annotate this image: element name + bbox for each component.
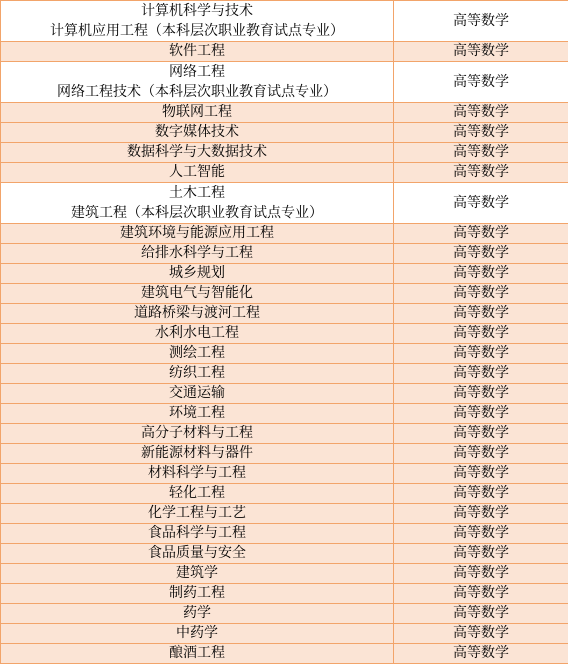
exam-subject-cell: 高等数学: [394, 424, 568, 444]
exam-subject-cell: 高等数学: [394, 384, 568, 404]
major-cell: [1, 524, 394, 544]
major-name: 数据科学与大数据技术: [127, 144, 267, 160]
major-cell: [1, 464, 394, 484]
major-cell: [1, 604, 394, 624]
major-name: 给排水科学与工程: [141, 245, 253, 261]
major-name: 交通运输: [169, 385, 225, 401]
exam-subject-cell: 高等数学: [394, 504, 568, 524]
table-row: [1, 264, 568, 284]
major-name: 建筑环境与能源应用工程: [120, 225, 274, 241]
major-name: 道路桥梁与渡河工程: [134, 305, 260, 321]
major-name: 土木工程: [1, 183, 393, 203]
major-name: 物联网工程: [162, 104, 232, 120]
major-cell: [1, 484, 394, 504]
major-name: 中药学: [176, 625, 218, 641]
exam-subject-cell: 高等数学: [394, 344, 568, 364]
major-name: 纺织工程: [169, 365, 225, 381]
major-name: 人工智能: [169, 164, 225, 180]
major-name: 食品科学与工程: [148, 525, 246, 541]
major-name: 网络工程技术（本科层次职业教育试点专业）: [1, 82, 393, 102]
table-row: [1, 544, 568, 564]
table-row: [1, 1, 568, 42]
table-row: [1, 424, 568, 444]
exam-subject-cell: 高等数学: [394, 304, 568, 324]
major-cell: [1, 444, 394, 464]
exam-subject-cell: 高等数学: [394, 584, 568, 604]
major-cell: [1, 544, 394, 564]
table-row: [1, 123, 568, 143]
table-row: [1, 364, 568, 384]
major-cell: [1, 143, 394, 163]
table-row: [1, 244, 568, 264]
exam-subject-cell: 高等数学: [394, 524, 568, 544]
major-name: 制药工程: [169, 585, 225, 601]
exam-subject-cell: 高等数学: [394, 364, 568, 384]
exam-subject-cell: 高等数学: [394, 324, 568, 344]
exam-subject-cell: 高等数学: [394, 183, 568, 224]
exam-subject-cell: 高等数学: [394, 1, 568, 42]
table-row: [1, 224, 568, 244]
table-row: [1, 344, 568, 364]
table-row: [1, 384, 568, 404]
table-row: [1, 484, 568, 504]
major-cell: [1, 404, 394, 424]
major-name: 环境工程: [169, 405, 225, 421]
table-row: [1, 504, 568, 524]
exam-subject-cell: 高等数学: [394, 62, 568, 103]
major-cell: [1, 42, 394, 62]
table-row: [1, 444, 568, 464]
table-row: [1, 42, 568, 62]
major-cell: [1, 284, 394, 304]
exam-subject-cell: 高等数学: [394, 564, 568, 584]
exam-subject-cell: 高等数学: [394, 444, 568, 464]
table-row: [1, 183, 568, 224]
major-name: 建筑学: [176, 565, 218, 581]
major-cell: [1, 244, 394, 264]
major-name: 材料科学与工程: [148, 465, 246, 481]
major-cell: [1, 163, 394, 183]
major-cell: [1, 304, 394, 324]
major-cell: [1, 344, 394, 364]
exam-subject-cell: 高等数学: [394, 143, 568, 163]
major-name: 软件工程: [169, 43, 225, 59]
major-name: 计算机应用工程（本科层次职业教育试点专业）: [1, 21, 393, 41]
table-row: [1, 564, 568, 584]
major-cell: [1, 264, 394, 284]
major-name: 数字媒体技术: [155, 124, 239, 140]
exam-subject-cell: 高等数学: [394, 464, 568, 484]
table-row: [1, 143, 568, 163]
major-cell: [1, 324, 394, 344]
exam-subject-cell: 高等数学: [394, 624, 568, 644]
table-row: [1, 524, 568, 544]
major-name: 药学: [183, 605, 211, 621]
major-cell: [1, 364, 394, 384]
exam-subject-cell: 高等数学: [394, 484, 568, 504]
major-name: 轻化工程: [169, 485, 225, 501]
major-cell: [1, 564, 394, 584]
major-cell: [1, 424, 394, 444]
major-name: 水利水电工程: [155, 325, 239, 341]
table-row: [1, 604, 568, 624]
table-row: [1, 304, 568, 324]
major-name: 计算机科学与技术: [1, 1, 393, 21]
major-cell: [1, 123, 394, 143]
exam-subject-cell: 高等数学: [394, 604, 568, 624]
exam-subject-cell: 高等数学: [394, 284, 568, 304]
major-name: 新能源材料与器件: [141, 445, 253, 461]
major-cell: [1, 183, 394, 224]
major-cell: [1, 62, 394, 103]
exam-subject-cell: 高等数学: [394, 224, 568, 244]
major-cell: [1, 224, 394, 244]
major-cell: [1, 584, 394, 604]
exam-subject-cell: 高等数学: [394, 404, 568, 424]
major-cell: [1, 384, 394, 404]
exam-subject-cell: 高等数学: [394, 103, 568, 123]
table-row: [1, 584, 568, 604]
table-row: [1, 62, 568, 103]
exam-subject-cell: 高等数学: [394, 123, 568, 143]
major-name: 食品质量与安全: [148, 545, 246, 561]
exam-subject-cell: 高等数学: [394, 644, 568, 664]
table-row: [1, 103, 568, 123]
major-name: 网络工程: [1, 62, 393, 82]
exam-subject-cell: 高等数学: [394, 264, 568, 284]
major-name: 化学工程与工艺: [148, 505, 246, 521]
table-row: [1, 324, 568, 344]
table-row: [1, 464, 568, 484]
major-cell: [1, 103, 394, 123]
exam-subject-cell: 高等数学: [394, 163, 568, 183]
table-body: [1, 1, 568, 664]
exam-subject-cell: 高等数学: [394, 544, 568, 564]
major-name: 建筑工程（本科层次职业教育试点专业）: [1, 203, 393, 223]
table-row: [1, 404, 568, 424]
table-row: [1, 624, 568, 644]
table-row: [1, 163, 568, 183]
major-name: 高分子材料与工程: [141, 425, 253, 441]
major-name: 酿酒工程: [169, 645, 225, 661]
major-name: 建筑电气与智能化: [141, 285, 253, 301]
major-cell: [1, 1, 394, 42]
exam-subject-cell: 高等数学: [394, 244, 568, 264]
exam-subject-cell: 高等数学: [394, 42, 568, 62]
major-name: 测绘工程: [169, 345, 225, 361]
major-cell: [1, 624, 394, 644]
major-cell: [1, 504, 394, 524]
major-name: 城乡规划: [169, 265, 225, 281]
table-row: [1, 284, 568, 304]
